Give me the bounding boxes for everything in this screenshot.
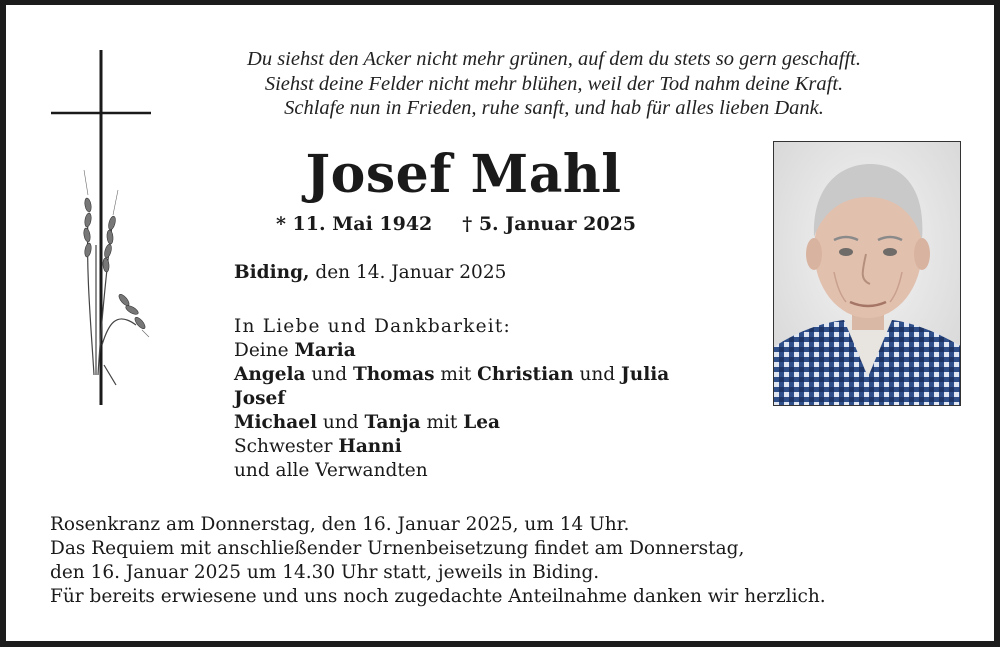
mourners-list [234, 315, 669, 483]
service-line: Rosenkranz am Donnerstag, den 16. Januar 2025, um 14 Uhr. [50, 514, 630, 535]
mourner-text: und [305, 364, 353, 385]
mourner-text: Deine [234, 340, 295, 361]
life-dates [276, 210, 636, 238]
deceased-name: Josef Mahl [305, 144, 622, 205]
mourner-text: mit [420, 412, 464, 433]
mourner-name: Michael [234, 412, 318, 433]
mourner-line: und alle Verwandten [234, 460, 428, 481]
poem-line: Siehst deine Felder nicht mehr blühen, weil der Tod nahm deine Kraft. [264, 72, 844, 95]
mourners-intro: In Liebe und Dankbarkeit: [234, 316, 511, 337]
mourner-name: Julia [621, 364, 670, 385]
mourner-line [234, 435, 669, 459]
mourner-name: Tanja [364, 412, 421, 433]
mourner-name: Thomas [352, 364, 435, 385]
mourner-name: Angela [234, 364, 306, 385]
service-line: den 16. Januar 2025 um 14.30 Uhr statt, jeweils in Biding. [50, 562, 600, 583]
poem-line: Du siehst den Acker nicht mehr grünen, auf dem du stets so gern geschafft. [247, 48, 861, 70]
place-name: Biding, [234, 262, 310, 283]
mourner-name: Josef [234, 388, 286, 409]
mourner-line [234, 411, 669, 435]
memorial-poem [156, 47, 952, 121]
mourner-name: Maria [294, 340, 356, 361]
mourner-text: und [573, 364, 621, 385]
mourner-name: Lea [463, 412, 500, 433]
cross-with-wheat-icon [46, 45, 156, 415]
notice-date: den 14. Januar 2025 [315, 262, 507, 283]
mourner-text: mit [434, 364, 478, 385]
poem-line: Schlafe nun in Frieden, ruhe sanft, und hab für alles lieben Dank. [284, 97, 824, 119]
place-date [234, 259, 506, 287]
mourner-name: Christian [477, 364, 574, 385]
mourner-line [234, 387, 669, 411]
service-line: Das Requiem mit anschließender Urnenbeisetzung findet am Donnerstag, [50, 538, 745, 559]
death-date: † 5. Januar 2025 [462, 213, 637, 235]
mourner-text: und [317, 412, 365, 433]
portrait-image [774, 142, 961, 406]
mourner-line [234, 363, 669, 387]
portrait-photo [773, 141, 961, 406]
service-info [50, 513, 826, 609]
birth-date: * 11. Mai 1942 [276, 213, 433, 235]
mourner-line [234, 339, 669, 363]
service-line: Für bereits erwiesene und uns noch zugedachte Anteilnahme danken wir herzlich. [50, 586, 826, 607]
mourner-name: Hanni [338, 436, 402, 457]
mourner-text: Schwester [234, 436, 339, 457]
